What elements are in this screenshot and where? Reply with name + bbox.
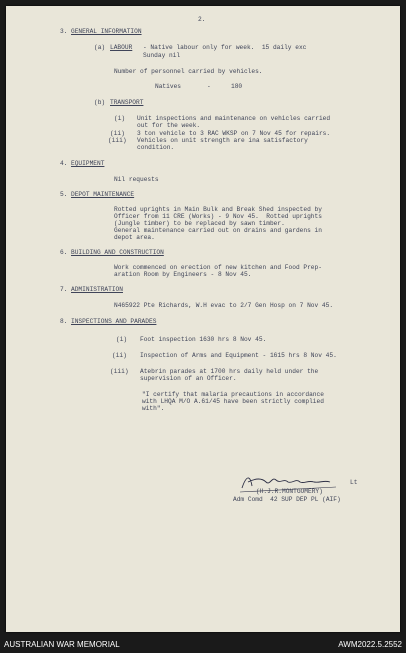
- transport-item-2-line-1: 3 ton vehicle to 3 RAC WKSP on 7 Nov 45 for repairs.: [137, 130, 331, 137]
- section-6-number: 6.: [60, 249, 68, 256]
- depot-line-2: Officer from 11 CRE (Works) - 9 Nov 45. Rotted uprights: [114, 213, 322, 220]
- footer-institution: AUSTRALIAN WAR MEMORIAL: [4, 640, 120, 649]
- inspection-item-1-num: (i): [116, 336, 128, 343]
- natives-dash: -: [207, 83, 211, 90]
- transport-item-1-line-2: out for the week.: [137, 122, 201, 129]
- section-8-number: 8.: [60, 318, 68, 325]
- inspection-item-3-line-1: Atebrin parades at 1700 hrs daily held under the: [140, 368, 319, 375]
- personnel-text: Number of personnel carried by vehicles.: [114, 68, 263, 75]
- document-page: [6, 6, 400, 632]
- building-line-1: Work commenced on erection of new kitchen and Food Prep-: [114, 264, 322, 271]
- administration-text: N465922 Pte Richards, W.H evac to 2/7 Gen Hosp on 7 Nov 45.: [114, 302, 334, 309]
- signature-rank: Lt: [350, 479, 358, 486]
- section-7-number: 7.: [60, 286, 68, 293]
- inspection-item-2-num: (ii): [112, 352, 127, 359]
- inspection-item-3-num: (iii): [110, 368, 129, 375]
- section-7-title: ADMINISTRATION: [71, 286, 123, 293]
- section-4-number: 4.: [60, 160, 68, 167]
- natives-value: 180: [231, 83, 243, 90]
- transport-item-2-num: (ii): [110, 130, 125, 137]
- transport-title: TRANSPORT: [110, 99, 144, 106]
- signatory-title: Adm Comd 42 SUP DEP PL (AIF): [233, 496, 341, 503]
- transport-item-1-num: (i): [114, 115, 126, 122]
- malaria-quote-line-2: with LHQA M/O A.61/45 have been strictly complied: [142, 398, 324, 405]
- transport-item-3-line-2: condition.: [137, 144, 175, 151]
- transport-label: (b): [94, 99, 106, 106]
- transport-item-3-num: (iii): [108, 137, 127, 144]
- depot-line-4: General maintenance carried out on drains and gardens in: [114, 227, 322, 234]
- section-8-title: INSPECTIONS AND PARADES: [71, 318, 157, 325]
- page-number: 2.: [198, 16, 206, 23]
- labour-label: (a): [94, 44, 106, 51]
- labour-text-2: Sunday nil: [143, 52, 181, 59]
- section-6-title: BUILDING AND CONSTRUCTION: [71, 249, 164, 256]
- building-line-2: aration Room by Engineers - 8 Nov 45.: [114, 271, 252, 278]
- malaria-quote-line-1: "I certify that malaria precautions in accordance: [142, 391, 324, 398]
- equipment-text: Nil requests: [114, 176, 159, 183]
- depot-line-5: depot area.: [114, 234, 155, 241]
- depot-line-1: Rotted uprights in Main Bulk and Break Shed inspected by: [114, 206, 322, 213]
- depot-line-3: (Jungle timber) to be replaced by sawn timber.: [114, 220, 285, 227]
- inspection-item-2-line-1: Inspection of Arms and Equipment - 1615 hrs 8 Nov 45.: [140, 352, 337, 359]
- transport-item-1-line-1: Unit inspections and maintenance on vehicles carried: [137, 115, 331, 122]
- footer-accession-number: AWM2022.5.2552: [338, 640, 402, 649]
- section-3-title: GENERAL INFORMATION: [71, 28, 142, 35]
- footer-bar: [0, 637, 406, 653]
- labour-title: LABOUR: [110, 44, 133, 51]
- labour-text-1: - Native labour only for week. 15 daily exc: [143, 44, 307, 51]
- document-body: [6, 6, 400, 632]
- section-5-number: 5.: [60, 191, 68, 198]
- section-5-title: DEPOT MAINTENANCE: [71, 191, 135, 198]
- section-3-number: 3.: [60, 28, 68, 35]
- inspection-item-3-line-2: supervision of an Officer.: [140, 375, 237, 382]
- malaria-quote-line-3: with".: [142, 405, 165, 412]
- transport-item-3-line-1: Vehicles on unit strength are ina satisfactory: [137, 137, 308, 144]
- inspection-item-1-line-1: Foot inspection 1630 hrs 8 Nov 45.: [140, 336, 267, 343]
- natives-label: Natives: [155, 83, 181, 90]
- signatory-name: (H.J.R.MONTGOMERY): [256, 488, 323, 495]
- section-4-title: EQUIPMENT: [71, 160, 105, 167]
